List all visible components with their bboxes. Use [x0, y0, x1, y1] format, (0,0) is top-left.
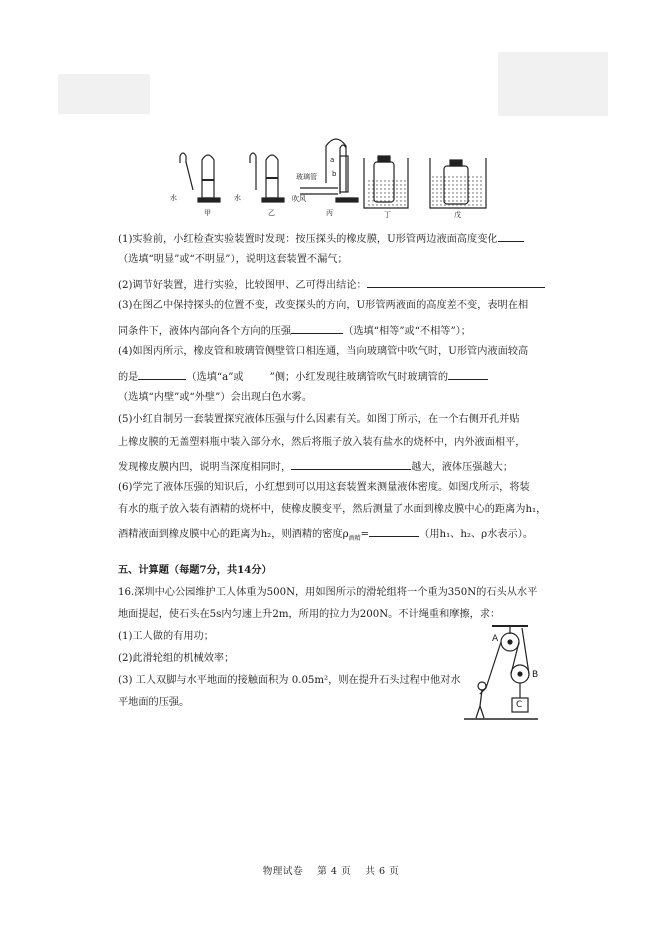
q5-text-c2: 越大，液体压强越大；: [411, 462, 514, 473]
q1-text-b: （选填“明显”或“不明显”），说明这套装置不漏气；: [118, 254, 348, 265]
q2-line: [118, 276, 548, 293]
pulley-label-a: A: [492, 634, 499, 644]
q2-answer-blank[interactable]: [367, 276, 545, 288]
q6-text-c3: （用h₁、h₂、ρ水表示）。: [419, 529, 534, 540]
p16-sub3a-text: (3) 工人双脚与水平地面的接触面积为 0.05m²，则在提升石头过程中他对水: [118, 675, 461, 686]
q6-text-b: 有水的瓶子放入装有酒精的烧杯中，使橡皮膜变平，然后测量了水面到橡皮膜中心的距离为h₁，: [118, 504, 547, 515]
p16-line2: [118, 608, 548, 622]
q3-line-a: [118, 299, 548, 313]
fig-label-bing: 丙: [326, 209, 333, 217]
page-footer: [0, 863, 662, 877]
q6-text-a: (6)学完了液体压强的知识后，小红想到可以用这套装置来测量液体密度。如图戊所示，将装: [118, 482, 530, 493]
q5-answer-blank[interactable]: [291, 458, 411, 470]
q4-line-b: [118, 368, 548, 385]
q5-line-c: [118, 458, 548, 475]
scan-smudge-left: [58, 74, 150, 114]
fig-label-water2: 水: [234, 194, 241, 202]
q5-line-b: [118, 436, 548, 450]
q2-text: (2)调节好装置，进行实验，比较图甲、乙可得出结论：: [118, 280, 367, 291]
q4-answer-blank-side[interactable]: [138, 368, 186, 380]
fig-label-blow: 吹风: [292, 195, 306, 203]
fig-label-b: b: [332, 170, 337, 178]
pulley-label-c: C: [516, 700, 523, 710]
q6-answer-blank[interactable]: [369, 525, 419, 537]
q3-line-b: [118, 322, 548, 339]
p16-text-line1: 16.深圳中心公园维护工人体重为500N，用如图所示的滑轮组将一个重为350N的石头从水平: [118, 587, 538, 598]
q6-subscript: 酒精: [348, 535, 361, 543]
q1-line-b: [118, 253, 548, 267]
q3-text-b1: 同条件下，液体内部向各个方向的压强: [118, 326, 292, 337]
q6-line-c: [118, 525, 548, 546]
q3-text-b2: （选填“相等”或“不相等”）；: [343, 326, 471, 337]
q4-line-c: [118, 391, 548, 405]
fig-label-jia: 甲: [204, 209, 211, 217]
fig-label-a: a: [330, 156, 335, 164]
p16-sub3b-text: 平地面的压强。: [118, 697, 190, 708]
scan-smudge-right: [498, 52, 608, 116]
q3-answer-blank[interactable]: [291, 322, 343, 334]
fig-label-yi: 乙: [268, 209, 275, 217]
q6-line-a: [118, 481, 548, 495]
q6-text-c2: =: [360, 529, 370, 540]
fig-label-wu: 戊: [454, 211, 461, 219]
fig-label-ding: 丁: [384, 211, 391, 219]
q5-line-a: [118, 413, 548, 427]
pulley-drawing: [454, 624, 544, 728]
p16-text-line2: 地面提起，使石头在5s内匀速上升2m，所用的拉力为200N。不计绳重和摩擦，求：: [118, 609, 501, 620]
p16-sub2-text: (2)此滑轮组的机械效率；: [118, 653, 235, 664]
apparatus-figure: [168, 128, 502, 220]
q4-text-b3: ”侧；小红发现往玻璃管吹气时玻璃管的: [269, 372, 449, 383]
q1-answer-blank[interactable]: [498, 230, 524, 242]
page-footer-text: 物理试卷 第 4 页 共 6 页: [262, 866, 400, 877]
q3-text-a: (3)在图乙中保持探头的位置不变，改变探头的方向，U形管两液面的高度差不变，表明在相: [118, 300, 529, 311]
q4-text-b2: （选填“a”或: [186, 372, 244, 383]
q5-text-a: (5)小红自制另一套装置探究液体压强与什么因素有关。如图丁所示，在一个右侧开孔并贴: [118, 414, 520, 425]
p16-sub1-text: (1)工人做的有用功；: [118, 631, 214, 642]
q4-answer-blank-wall[interactable]: [448, 368, 488, 380]
section-title: [118, 563, 548, 577]
fig-label-glass-tube: 玻璃管: [296, 173, 317, 181]
pulley-label-b: B: [532, 670, 539, 680]
q6-line-b: [118, 503, 548, 517]
q5-text-c1: 发现橡皮膜内凹，说明当深度相同时，: [118, 462, 292, 473]
pulley-figure: [454, 624, 544, 728]
q1-text-a: (1)实验前，小红检查实验装置时发现：按压探头的橡皮膜，U形管两边液面高度变化: [118, 234, 498, 245]
fig-label-water1: 水: [170, 194, 177, 202]
q5-text-b: 上橡皮膜的无盖塑料瓶中装入部分水，然后将瓶子放入装有盐水的烧杯中，内外液面相平，: [118, 437, 526, 448]
q4-text-b1: 的是: [118, 372, 139, 383]
q4-text-a: (4)如图丙所示，橡皮管和玻璃管侧壁管口相连通，当向玻璃管中吹气时，U形管内液面较高: [118, 346, 529, 357]
q4-text-c: （选填“内壁”或“外壁”）会出现白色水雾。: [118, 392, 313, 403]
q4-line-a: [118, 345, 548, 359]
q1-line-a: [118, 230, 548, 247]
section-title-text: 五、计算题（每题7分，共14分）: [118, 564, 272, 576]
q6-text-c1: 酒精液面到橡皮膜中心的距离为h₂，则酒精的密度ρ: [118, 529, 349, 540]
p16-line1: [118, 586, 548, 600]
